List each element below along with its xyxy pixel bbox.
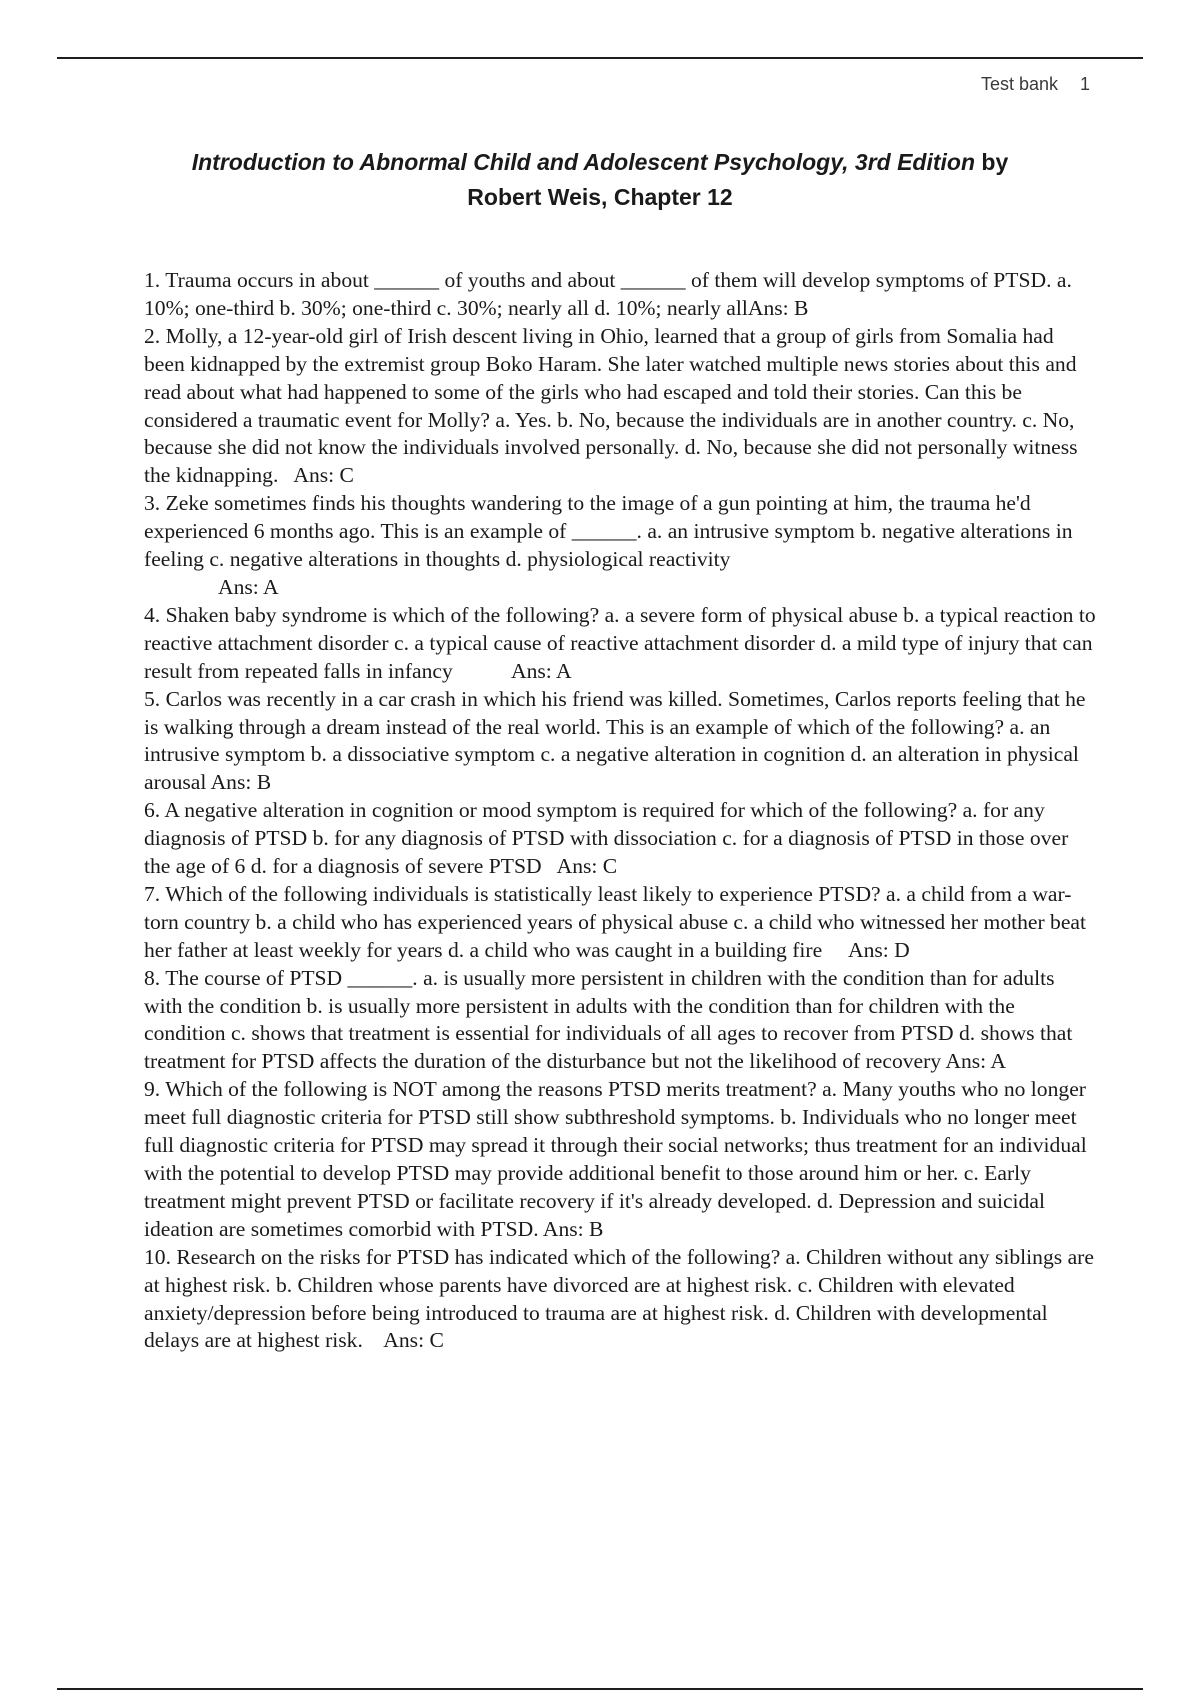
footer-rule [57,1688,1143,1690]
page-number: 1 [1079,74,1090,94]
document-title [0,145,1200,215]
question-answer: Ans: C [556,854,618,879]
question-answer: Ans: B [210,770,272,795]
question-item [144,1244,1096,1356]
question-text: 9. Which of the following is NOT among the reasons PTSD merits treatment? a. Many youths who no longer meet full diagnostic criteria for PTSD still show subthreshold symptoms. b. Individuals who no longer meet full diagnostic criteria for PTSD may spread it through their social networks; thus treatment for an individual with the potential to develop PTSD may provide additional benefit to those around him or her. c. Early treatment might prevent PTSD or facilitate recovery if it's already developed. d. Depression and suicidal ideation are sometimes comorbid with PTSD. [144,1077,1087,1241]
question-answer: Ans: A [511,658,572,683]
question-text: 3. Zeke sometimes finds his thoughts wandering to the image of a gun pointing at him, the trauma he'd experienced 6 months ago. This is an example of ______. a. an intrusive symptom b. negative alterations in feeling c. negative alterations in thoughts d. physiological reactivity [144,491,1073,572]
question-answer: Ans: A [218,574,279,599]
question-text: 6. A negative alteration in cognition or mood symptom is required for which of the following? a. for any diagnosis of PTSD b. for any diagnosis of PTSD with dissociation c. for a diagnosis of PTSD in those over the age of 6 d. for a diagnosis of severe PTSD [144,798,1069,879]
question-item [144,797,1096,881]
author-chapter: Robert Weis, Chapter 12 [467,184,733,210]
question-item [144,267,1096,323]
question-answer: Ans: A [945,1049,1006,1074]
question-item [144,965,1096,1077]
question-text: 8. The course of PTSD ______. a. is usually more persistent in children with the condition than for adults with the condition b. is usually more persistent in adults with the condition than for children with the condition c. shows that treatment is essential for individuals of all ages to recover from PTSD d. shows that treatment for PTSD affects the duration of the disturbance but not the likelihood of recovery [144,965,1073,1074]
question-answer: Ans: C [293,463,354,488]
question-answer: Ans: D [847,937,910,962]
question-text: 5. Carlos was recently in a car crash in which his friend was killed. Sometimes, Carlos reports feeling that he is walking through a dream instead of the real world. This is an example of which of the following? a. an intrusive symptom b. a dissociative symptom c. a negative alteration in cognition d. an alteration in physical arousal [144,686,1086,795]
question-item [144,881,1096,965]
question-text: 7. Which of the following individuals is statistically least likely to experience PTSD? a. a child from a war-torn country b. a child who has experienced years of physical abuse c. a child who witnessed her mother beat her father at least weekly for years d. a child who was caught in a building fire [144,881,1087,962]
question-text: 4. Shaken baby syndrome is which of the following? a. a severe form of physical abuse b. a typical reaction to reactive attachment disorder c. a typical cause of reactive attachment disorder d. a mild type of injury that can result from repeated falls in infancy [144,602,1096,683]
page-header [981,74,1090,95]
book-title: Introduction to Abnormal Child and Adolescent Psychology, 3rd Edition [191,149,976,175]
question-list [144,267,1096,1355]
header-rule [57,57,1143,59]
header-label: Test bank [980,74,1058,94]
question-item [144,490,1096,602]
question-text: 1. Trauma occurs in about ______ of youths and about ______ of them will develop symptoms of PTSD. a. 10%; one-third b. 30%; one-third c. 30%; nearly all d. 10%; nearly all [144,268,1072,320]
question-text: 10. Research on the risks for PTSD has indicated which of the following? a. Children without any siblings are at highest risk. b. Children whose parents have divorced are at highest risk. c. Children with elevated anxiety/depression before being introduced to trauma are at highest risk. d. Children with developmental delays are at highest risk. [144,1244,1094,1353]
question-answer: Ans: C [383,1328,444,1353]
question-text: 2. Molly, a 12-year-old girl of Irish descent living in Ohio, learned that a group of girls from Somalia had been kidnapped by the extremist group Boko Haram. She later watched multiple news stories about this and read about what had happened to some of the girls who had escaped and told their stories. Can this be considered a traumatic event for Molly? a. Yes. b. No, because the individuals are in another country. c. No, because she did not know the individuals involved personally. d. No, because she did not personally witness the kidnapping. [144,323,1078,488]
question-item [144,602,1096,686]
question-answer: Ans: B [542,1216,604,1241]
question-item [144,1076,1096,1243]
question-item [144,323,1096,490]
question-item [144,686,1096,798]
question-answer: Ans: B [747,295,809,320]
title-by: by [975,149,1009,175]
